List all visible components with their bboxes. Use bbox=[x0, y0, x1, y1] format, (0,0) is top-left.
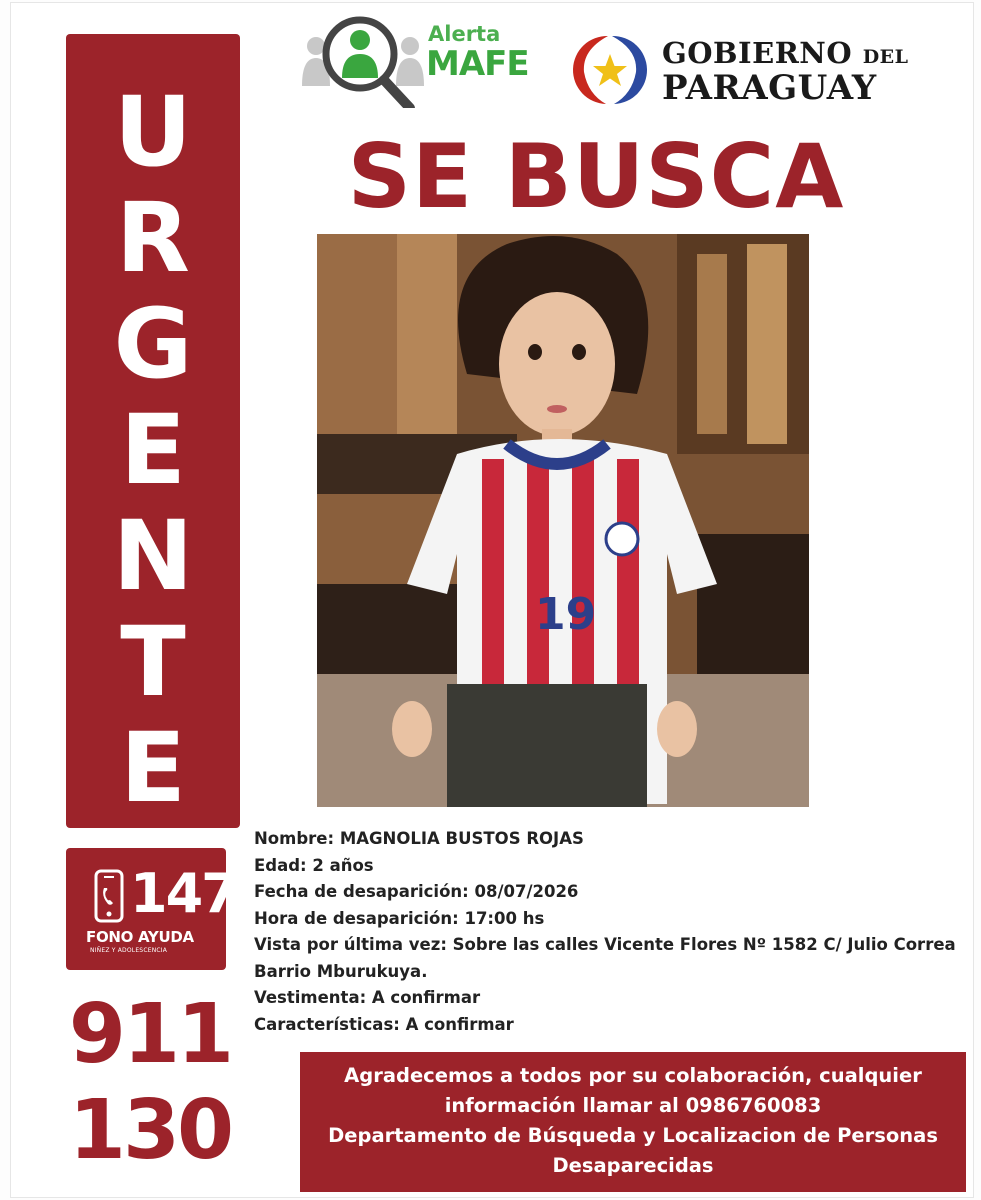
urgent-letter: E bbox=[120, 712, 186, 824]
child-photo-illustration bbox=[317, 234, 809, 807]
detail-features: Características: A confirmar bbox=[254, 1014, 514, 1034]
urgent-letter: N bbox=[112, 500, 194, 612]
urgent-letter: T bbox=[120, 606, 186, 718]
urgent-letter: U bbox=[114, 76, 192, 188]
footer-line: Agradecemos a todos por su colaboración, cualquier bbox=[344, 1064, 922, 1087]
gov-word-del: DEL bbox=[862, 46, 909, 68]
detail-name: Nombre: MAGNOLIA BUSTOS ROJAS bbox=[254, 829, 584, 848]
footer-line: Desaparecidas bbox=[552, 1154, 714, 1177]
hotline-number: 147 bbox=[130, 862, 237, 925]
hotline-box bbox=[66, 848, 237, 970]
detail-clothing: Vestimenta: A confirmar bbox=[254, 988, 481, 1007]
alerta-label: Alerta bbox=[428, 22, 501, 46]
emergency-number: 130 bbox=[68, 1083, 232, 1178]
gov-name-line1 bbox=[662, 36, 909, 70]
detail-date: Fecha de desaparición: 08/07/2026 bbox=[254, 882, 579, 901]
footer-line: Departamento de Búsqueda y Localizacion de Personas bbox=[328, 1124, 938, 1147]
headline: SE BUSCA bbox=[347, 125, 845, 228]
detail-last-seen: Vista por última vez: Sobre las calles Vicente Flores Nº 1582 C/ Julio Correa bbox=[254, 935, 956, 954]
hotline-label: FONO AYUDA bbox=[86, 928, 194, 946]
urgent-letter: G bbox=[113, 288, 193, 400]
gobierno-paraguay-logo bbox=[568, 30, 928, 110]
detail-age: Edad: 2 años bbox=[254, 855, 374, 875]
alerta-mafe-logo bbox=[298, 8, 538, 108]
hotline-sublabel: NIÑEZ Y ADOLESCENCIA bbox=[90, 947, 168, 954]
jersey-number: 19 bbox=[535, 589, 597, 640]
urgent-letter: E bbox=[120, 394, 186, 506]
emergency-number: 911 bbox=[68, 987, 232, 1082]
magnifier-person-icon bbox=[298, 8, 428, 108]
gov-word-gobierno: GOBIERNO bbox=[662, 36, 853, 70]
urgent-letter: R bbox=[116, 182, 190, 294]
missing-person-photo bbox=[317, 234, 809, 807]
gov-name-line2: PARAGUAY bbox=[662, 68, 877, 108]
urgent-banner bbox=[66, 34, 240, 828]
person-details bbox=[254, 826, 974, 1038]
coat-of-arms-icon bbox=[568, 30, 652, 110]
detail-neighborhood: Barrio Mburukuya. bbox=[254, 961, 428, 981]
footer-banner bbox=[300, 1052, 966, 1192]
footer-line: información llamar al 0986760083 bbox=[444, 1094, 822, 1117]
mafe-label: MAFE bbox=[426, 44, 529, 84]
detail-time: Hora de desaparición: 17:00 hs bbox=[254, 908, 545, 928]
phone-icon bbox=[92, 868, 126, 924]
